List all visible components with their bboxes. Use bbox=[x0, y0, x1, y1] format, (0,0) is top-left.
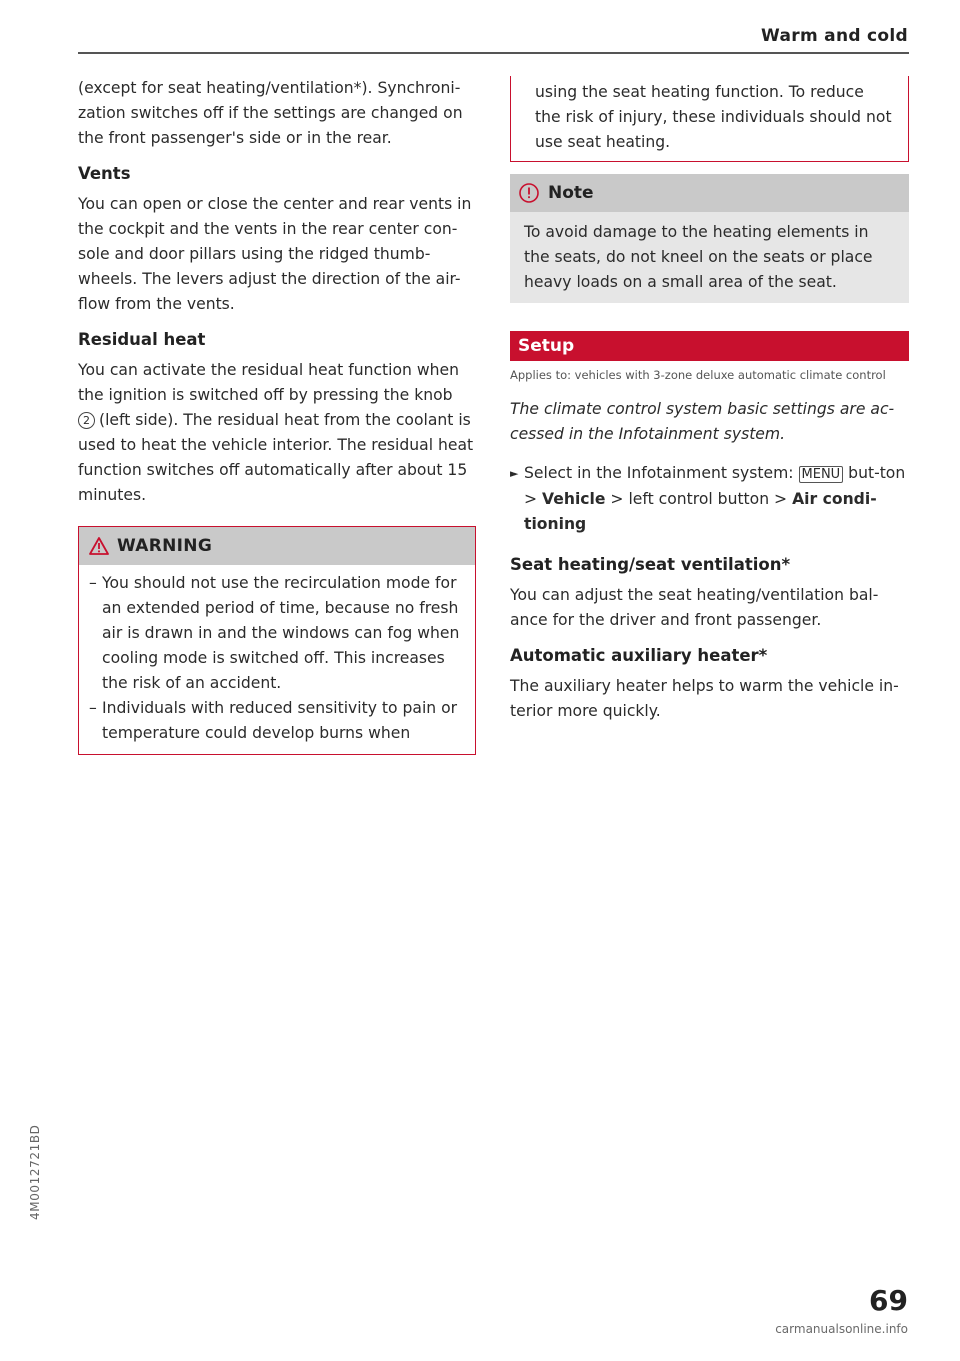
page-number: 69 bbox=[869, 1284, 908, 1317]
warning-body bbox=[79, 565, 475, 754]
warning-continued-box bbox=[510, 76, 909, 162]
menu-key: MENU bbox=[799, 466, 844, 483]
document-code: 4M0012721BD bbox=[28, 1124, 42, 1220]
note-header bbox=[510, 174, 909, 212]
residual-heat-heading: Residual heat bbox=[78, 330, 206, 349]
vents-text: You can open or close the center and rear vents in the cockpit and the vents in the rear center con-sole and door pillars using the ridged thumb-wheels. The levers adjust the direction of the air-flow from the vents. bbox=[78, 195, 472, 313]
aux-heater-heading: Automatic auxiliary heater* bbox=[510, 646, 768, 665]
intro-text: (except for seat heating/ventilation*). Synchroni-zation switches off if the settings are changed on the front passenger's side or in the rear. bbox=[78, 79, 463, 147]
setup-section-bar bbox=[510, 331, 909, 361]
warning-label: WARNING bbox=[117, 536, 213, 556]
section-title: Warm and cold bbox=[761, 26, 908, 46]
knob-callout: 2 bbox=[78, 412, 95, 429]
setup-step-text: Select in the Infotainment system: MENU but-ton > Vehicle > left control button > Air condi-tioning bbox=[524, 464, 906, 533]
warning-box bbox=[78, 526, 476, 755]
seat-heating-text: You can adjust the seat heating/ventilation bal-ance for the driver and front passenger. bbox=[510, 586, 879, 629]
setup-intro: The climate control system basic settings are ac-cessed in the Infotainment system. bbox=[510, 400, 895, 443]
note-text: To avoid damage to the heating elements in the seats, do not kneel on the seats or place heavy loads on a small area of the seat. bbox=[524, 223, 873, 291]
applies-to-note: Applies to: vehicles with 3-zone deluxe automatic climate control bbox=[510, 368, 886, 382]
setup-title: Setup bbox=[518, 336, 575, 356]
warning-continued-text: using the seat heating function. To reduce the risk of injury, these individuals should not use seat heating. bbox=[535, 83, 892, 151]
warning-header bbox=[79, 527, 475, 565]
note-box bbox=[510, 174, 909, 303]
note-info-icon bbox=[518, 182, 540, 204]
residual-text-b: (left side). The residual heat from the coolant is used to heat the vehicle interior. The residual heat function switches off automatically after about 15 minutes. bbox=[78, 411, 474, 504]
note-label: Note bbox=[548, 183, 594, 203]
warning-triangle-icon bbox=[89, 537, 109, 555]
setup-step bbox=[510, 461, 909, 537]
watermark: carmanualsonline.info bbox=[775, 1322, 908, 1336]
seat-heating-heading: Seat heating/seat ventilation* bbox=[510, 555, 791, 574]
residual-heat-text bbox=[78, 358, 476, 508]
vents-heading: Vents bbox=[78, 164, 131, 183]
aux-heater-text: The auxiliary heater helps to warm the vehicle in-terior more quickly. bbox=[510, 677, 899, 720]
right-column bbox=[510, 76, 909, 724]
warning-item: – Individuals with reduced sensitivity to pain or temperature could develop burns when bbox=[89, 699, 458, 742]
note-body bbox=[510, 212, 909, 303]
header-rule bbox=[78, 52, 909, 54]
step-arrow-icon: ► bbox=[510, 467, 519, 480]
warning-item: – You should not use the recirculation mode for an extended period of time, because no fresh air is drawn in and the windows can fog when cooling mode is switched off. This increases the risk of an accident. bbox=[89, 574, 460, 692]
residual-text-a: You can activate the residual heat function when the ignition is switched off by pressing the knob bbox=[78, 361, 459, 404]
left-column bbox=[78, 76, 476, 755]
